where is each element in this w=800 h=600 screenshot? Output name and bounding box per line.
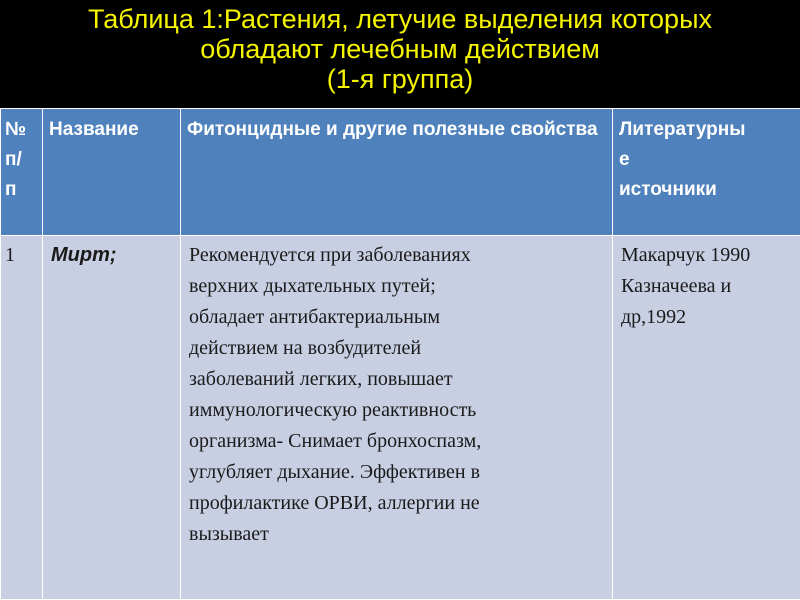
title-line-1: Таблица 1:Растения, летучие выделения которых bbox=[88, 4, 712, 34]
slide-title bbox=[0, 4, 800, 94]
header-properties: Фитонцидные и другие полезные свойства bbox=[181, 109, 613, 236]
table-header-row bbox=[1, 109, 800, 236]
title-line-2: обладают лечебным действием bbox=[200, 34, 600, 64]
cell-number: 1 bbox=[1, 236, 43, 600]
title-line-3: (1-я группа) bbox=[326, 64, 474, 94]
table-row bbox=[1, 236, 800, 600]
header-name: Название bbox=[43, 109, 181, 236]
plants-table bbox=[0, 108, 800, 600]
header-number: № п/ п bbox=[1, 109, 43, 236]
cell-properties: Рекомендуется при заболеваниях верхних дыхательных путей; обладает антибактериальным действием на возбудителей заболеваний легких, повышает иммунологическую реактивность организма- Снимает бронхоспазм, углубляет дыхание. Эффективен в профилактике ОРВИ, аллергии не вызывает bbox=[181, 236, 613, 600]
cell-name: Мирт; bbox=[43, 236, 181, 600]
header-sources: Литературны е источники bbox=[613, 109, 800, 236]
cell-sources: Макарчук 1990 Казначеева и др,1992 bbox=[613, 236, 800, 600]
